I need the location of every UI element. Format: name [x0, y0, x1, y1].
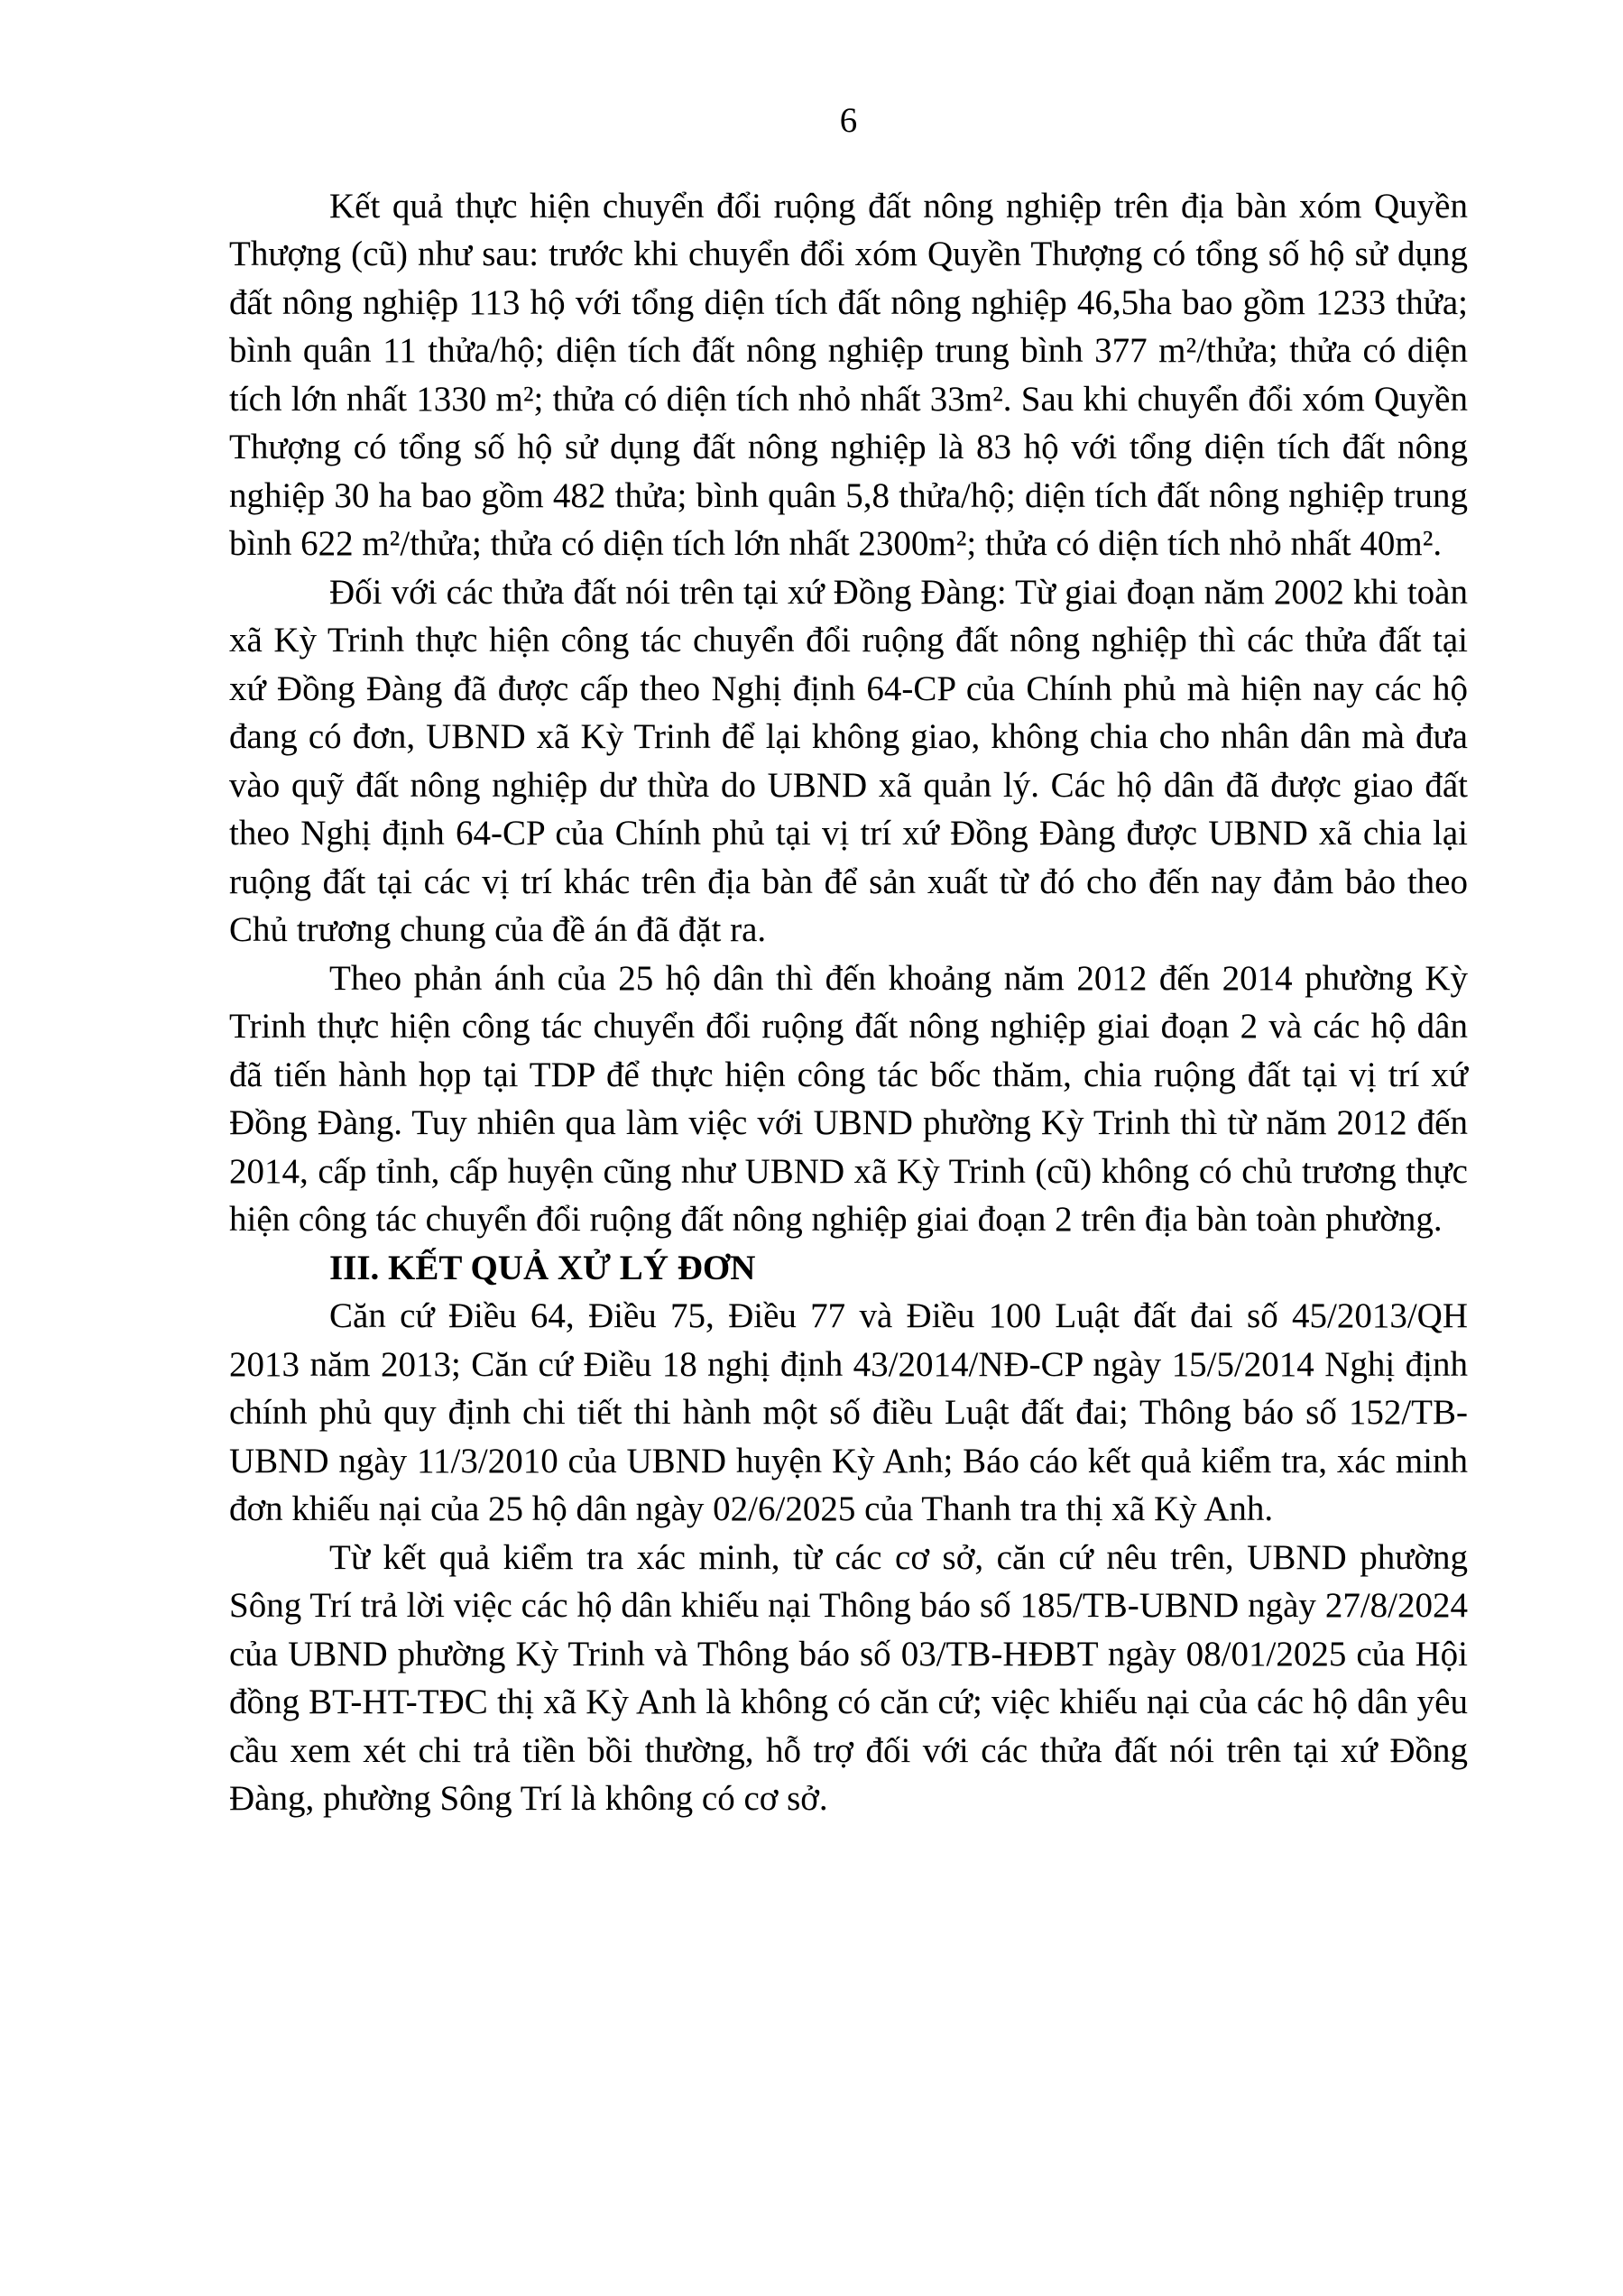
paragraph-household-reflection: Theo phản ánh của 25 hộ dân thì đến khoảng năm 2012 đến 2014 phường Kỳ Trinh thực hiện công tác chuyển đổi ruộng đất nông nghiệp giai đoạn 2 và các hộ dân đã tiến hành họp tại TDP để thực hiện công tác bốc thăm, chia ruộng đất tại vị trí xứ Đồng Đàng. Tuy nhiên qua làm việc với UBND phường Kỳ Trinh thì từ năm 2012 đến 2014, cấp tỉnh, cấp huyện cũng như UBND xã Kỳ Trinh (cũ) không có chủ trương thực hiện công tác chuyển đổi ruộng đất nông nghiệp giai đoạn 2 trên địa bàn toàn phường.	[229, 958, 1468, 1239]
paragraph-dong-dang-parcels: Đối với các thửa đất nói trên tại xứ Đồng Đàng: Từ giai đoạn năm 2002 khi toàn xã Kỳ Trinh thực hiện công tác chuyển đổi ruộng đất nông nghiệp thì các thửa đất tại xứ Đồng Đàng đã được cấp theo Nghị định 64-CP của Chính phủ mà hiện nay các hộ đang có đơn, UBND xã Kỳ Trinh để lại không giao, không chia cho nhân dân mà đưa vào quỹ đất nông nghiệp dư thừa do UBND xã quản lý. Các hộ dân đã được giao đất theo Nghị định 64-CP của Chính phủ tại vị trí xứ Đồng Đàng được UBND xã chia lại ruộng đất tại các vị trí khác trên địa bàn để sản xuất từ đó cho đến nay đảm bảo theo Chủ trương chung của đề án đã đặt ra.	[229, 572, 1468, 949]
paragraph-conclusion: Từ kết quả kiểm tra xác minh, từ các cơ sở, căn cứ nêu trên, UBND phường Sông Trí trả lời việc các hộ dân khiếu nại Thông báo số 185/TB-UBND ngày 27/8/2024 của UBND phường Kỳ Trinh và Thông báo số 03/TB-HĐBT ngày 08/01/2025 của Hội đồng BT-HT-TĐC thị xã Kỳ Anh là không có căn cứ; việc khiếu nại của các hộ dân yêu cầu xem xét chi trả tiền bồi thường, hỗ trợ đối với các thửa đất nói trên tại xứ Đồng Đàng, phường Sông Trí là không có cơ sở.	[229, 1537, 1468, 1818]
page-number: 6	[839, 101, 858, 140]
page-content	[229, 97, 1468, 1823]
paragraph-legal-basis: Căn cứ Điều 64, Điều 75, Điều 77 và Điều 100 Luật đất đai số 45/2013/QH 2013 năm 2013; Căn cứ Điều 18 nghị định 43/2014/NĐ-CP ngày 15/5/2014 Nghị định chính phủ quy định chi tiết thi hành một số điều Luật đất đai; Thông báo số 152/TB-UBND ngày 11/3/2010 của UBND huyện Kỳ Anh; Báo cáo kết quả kiểm tra, xác minh đơn khiếu nại của 25 hộ dân ngày 02/6/2025 của Thanh tra thị xã Kỳ Anh.	[229, 1296, 1468, 1528]
section-heading-complaint-result: III. KẾT QUẢ XỬ LÝ ĐƠN	[329, 1248, 756, 1287]
paragraph-land-conversion-results: Kết quả thực hiện chuyển đổi ruộng đất nông nghiệp trên địa bàn xóm Quyền Thượng (cũ) như sau: trước khi chuyển đổi xóm Quyền Thượng có tổng số hộ sử dụng đất nông nghiệp 113 hộ với tổng diện tích đất nông nghiệp 46,5ha bao gồm 1233 thửa; bình quân 11 thửa/hộ; diện tích đất nông nghiệp trung bình 377 m²/thửa; thửa có diện tích lớn nhất 1330 m²; thửa có diện tích nhỏ nhất 33m². Sau khi chuyển đổi xóm Quyền Thượng có tổng số hộ sử dụng đất nông nghiệp là 83 hộ với tổng diện tích đất nông nghiệp 30 ha bao gồm 482 thửa; bình quân 5,8 thửa/hộ; diện tích đất nông nghiệp trung bình 622 m²/thửa; thửa có diện tích lớn nhất 2300m²; thửa có diện tích nhỏ nhất 40m².	[229, 186, 1468, 563]
